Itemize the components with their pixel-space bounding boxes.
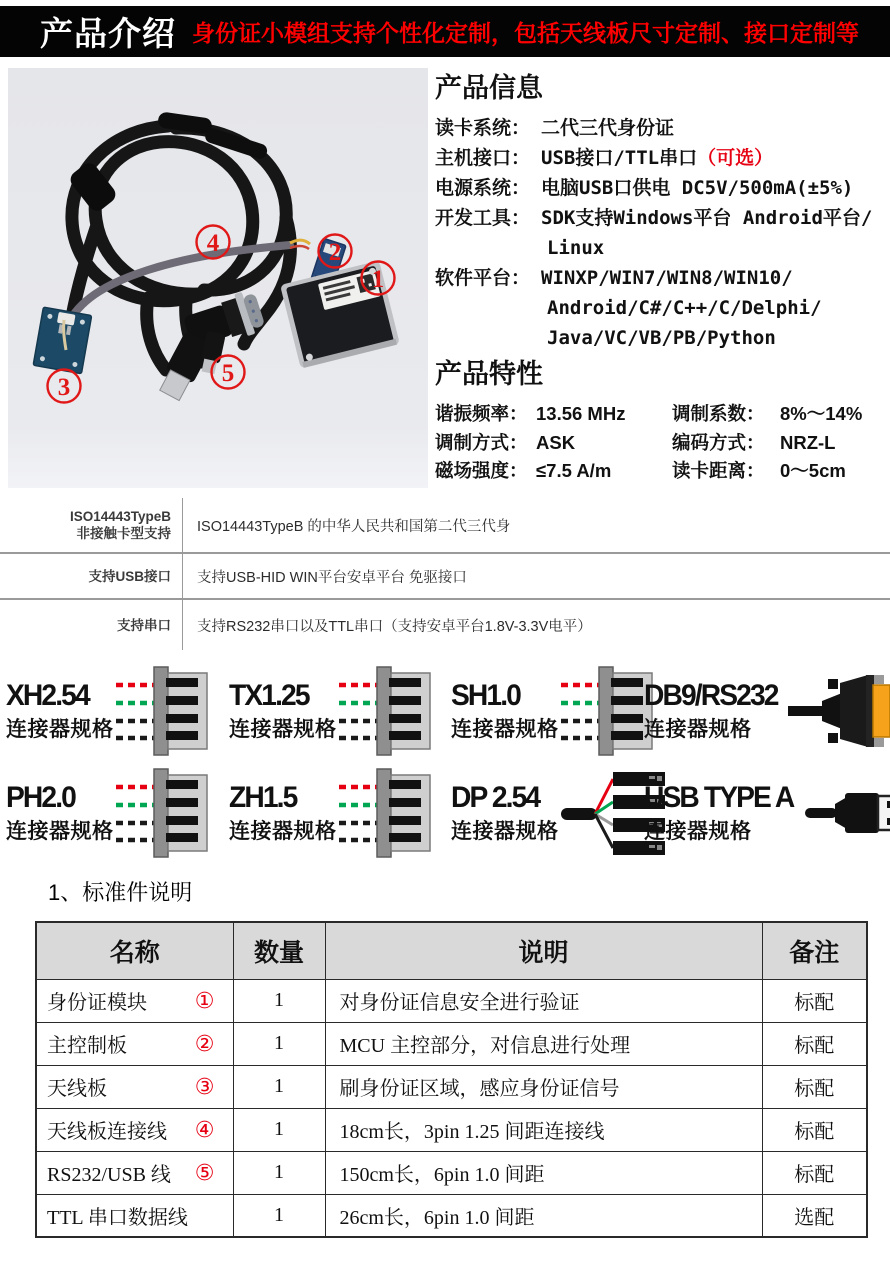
spec-desc: 支持USB-HID WIN平台安卓平台 免驱接口 — [197, 569, 467, 586]
spec-label-line1: 支持USB接口 — [88, 568, 171, 584]
info-value-highlight: （可选） — [697, 147, 774, 169]
connector-sub: 连接器规格 — [229, 820, 337, 843]
db9-connector-icon — [788, 661, 890, 761]
connector-name: SH1.0 — [451, 679, 520, 712]
part-name: 身份证模块 — [47, 992, 147, 1014]
connector-item-xh254 — [6, 660, 229, 762]
feature-value: ≤7.5 A/m — [536, 460, 612, 481]
part-desc: 150cm长，6pin 1.0 间距 — [325, 1151, 762, 1194]
connector-sub: 连接器规格 — [644, 718, 752, 741]
photo-marker-4: 4 — [206, 230, 220, 257]
connector-sub: 连接器规格 — [451, 820, 559, 843]
photo-marker-5: 5 — [221, 360, 235, 387]
connector-label — [644, 781, 803, 845]
connector-sub: 连接器规格 — [644, 820, 752, 843]
part-qty: 1 — [233, 1022, 325, 1065]
part-name: TTL 串口数据线 — [47, 1206, 188, 1229]
connector-sub: 连接器规格 — [6, 820, 114, 843]
spec-label — [0, 554, 183, 598]
product-photo — [8, 68, 428, 488]
feature-label: 磁场强度： — [435, 460, 528, 481]
feature-label: 读卡距离： — [672, 460, 765, 481]
parts-table-header-row — [36, 922, 867, 979]
photo-marker-1: 1 — [371, 266, 385, 293]
feature-value: NRZ-L — [780, 431, 836, 453]
feature-label: 编码方式： — [672, 431, 765, 453]
feature-label: 调制系数： — [672, 403, 765, 424]
spec-row — [0, 552, 890, 598]
connector-name: PH2.0 — [6, 781, 75, 814]
connector-name: USB TYPE A — [644, 781, 794, 814]
product-features-title: 产品特性 — [435, 359, 543, 389]
part-desc: 18cm长，3pin 1.25 间距连接线 — [325, 1108, 762, 1151]
part-desc: 对身份证信息安全进行验证 — [325, 979, 762, 1022]
part-note: 标配 — [762, 1151, 867, 1194]
info-row-software-platform — [435, 265, 890, 292]
part-qty: 1 — [233, 1151, 325, 1194]
table-row — [36, 1022, 867, 1065]
parts-section-heading: 1、标准件说明 — [48, 880, 193, 905]
part-name: 天线板 — [47, 1078, 107, 1100]
header-name: 名称 — [36, 922, 233, 979]
spec-label-line2: 非接触卡型支持 — [76, 526, 171, 541]
photo-marker-3: 3 — [57, 374, 71, 401]
usb-a-connector-icon — [805, 763, 890, 863]
part-note: 选配 — [762, 1194, 867, 1237]
info-label: 电源系统： — [435, 178, 531, 199]
connector-4pin-icon — [116, 661, 210, 761]
info-value: WINXP/WIN7/WIN8/WIN10/ — [541, 267, 793, 289]
feature-value: 8%～14% — [780, 403, 863, 424]
connector-label — [6, 679, 114, 743]
connector-name: XH2.54 — [6, 679, 89, 712]
info-value: 二代三代身份证 — [541, 117, 675, 139]
connector-label — [229, 781, 337, 845]
product-info-section — [435, 66, 890, 355]
part-name: RS232/USB 线 — [47, 1164, 171, 1186]
connector-name: DP 2.54 — [451, 781, 540, 814]
part-marker-number: ④ — [194, 1116, 215, 1142]
part-desc: 刷身份证区域，感应身份证信号 — [325, 1065, 762, 1108]
table-row — [36, 979, 867, 1022]
connector-sub: 连接器规格 — [6, 718, 114, 741]
connector-name: ZH1.5 — [229, 781, 297, 814]
connector-label — [644, 679, 786, 743]
part-desc: MCU 主控部分，对信息进行处理 — [325, 1022, 762, 1065]
table-row — [36, 1108, 867, 1151]
part-qty: 1 — [233, 1065, 325, 1108]
info-label: 开发工具： — [435, 208, 531, 229]
part-marker-number: ③ — [194, 1073, 215, 1099]
info-value: SDK支持Windows平台 Android平台/ — [541, 207, 873, 229]
part-desc: 26cm长，6pin 1.0 间距 — [325, 1194, 762, 1237]
info-label: 读卡系统： — [435, 118, 531, 139]
spec-label-line1: 支持串口 — [117, 617, 171, 633]
table-row — [36, 1194, 867, 1237]
connector-item-zh15 — [229, 762, 451, 864]
connector-name: DB9/RS232 — [644, 679, 778, 712]
connector-label — [451, 781, 559, 845]
part-marker-number: ① — [194, 987, 215, 1013]
connector-item-usb-a — [644, 762, 890, 864]
info-label: 主机接口： — [435, 148, 531, 169]
part-marker-number: ⑤ — [194, 1159, 215, 1185]
part-qty: 1 — [233, 979, 325, 1022]
features-row — [435, 429, 890, 458]
part-note: 标配 — [762, 979, 867, 1022]
header-desc: 说明 — [325, 922, 762, 979]
connector-row-2 — [6, 762, 890, 864]
photo-marker-2: 2 — [328, 239, 342, 266]
part-note: 标配 — [762, 1065, 867, 1108]
spec-row — [0, 498, 890, 552]
part-name: 主控制板 — [47, 1035, 127, 1057]
product-info-title: 产品信息 — [435, 73, 543, 103]
part-name: 天线板连接线 — [47, 1121, 167, 1143]
connector-sub: 连接器规格 — [229, 718, 337, 741]
part-qty: 1 — [233, 1108, 325, 1151]
page-title: 产品介绍 — [40, 15, 176, 52]
feature-label: 调制方式： — [435, 431, 528, 453]
connector-4pin-icon — [116, 763, 210, 863]
header-bar — [0, 6, 890, 57]
info-value-continuation: Linux — [547, 237, 605, 259]
features-row — [435, 400, 890, 429]
part-note: 标配 — [762, 1022, 867, 1065]
connector-label — [451, 679, 559, 743]
connector-item-dp254 — [451, 762, 644, 864]
connector-item-sh10 — [451, 660, 644, 762]
connector-4pin-icon — [561, 661, 655, 761]
connector-item-ph20 — [6, 762, 229, 864]
header-qty: 数量 — [233, 922, 325, 979]
connector-name: TX1.25 — [229, 679, 309, 712]
table-row — [36, 1151, 867, 1194]
connector-4pin-icon — [339, 763, 433, 863]
info-row-dev-tools — [435, 205, 890, 232]
feature-label: 谐振频率： — [435, 403, 528, 424]
connector-row-1 — [6, 660, 890, 762]
info-row-host-interface — [435, 145, 890, 172]
spec-label-line1: ISO14443TypeB — [69, 509, 171, 524]
info-value: 电脑USB口供电 DC5V/500mA(±5%) — [541, 177, 854, 199]
product-photo-illustration — [8, 68, 428, 488]
spec-label — [0, 600, 183, 650]
antenna-board — [33, 307, 92, 374]
info-row-card-system — [435, 115, 890, 142]
product-features-section — [435, 352, 890, 486]
part-note: 标配 — [762, 1108, 867, 1151]
spec-desc: 支持RS232串口以及TTL串口（支持安卓平台1.8V-3.3V电平） — [197, 618, 592, 635]
connector-label — [6, 781, 114, 845]
feature-value: 0～5cm — [780, 460, 846, 481]
parts-table — [35, 921, 868, 1238]
spec-desc: ISO14443TypeB 的中华人民共和国第二代三代身 — [197, 518, 511, 535]
info-label: 软件平台： — [435, 268, 531, 289]
table-row — [36, 1065, 867, 1108]
connector-4pin-icon — [339, 661, 433, 761]
info-value-continuation: Java/VC/VB/PB/Python — [547, 327, 776, 349]
info-value: USB接口/TTL串口 — [541, 147, 698, 169]
part-qty: 1 — [233, 1194, 325, 1237]
connector-item-db9 — [644, 660, 890, 762]
spec-label — [0, 498, 183, 552]
spec-row — [0, 598, 890, 650]
info-value-continuation: Android/C#/C++/C/Delphi/ — [547, 297, 822, 319]
features-row — [435, 457, 890, 486]
feature-value: ASK — [536, 431, 576, 453]
connector-item-tx125 — [229, 660, 451, 762]
info-row-power — [435, 175, 890, 202]
header-note: 备注 — [762, 922, 867, 979]
header-subtitle: 身份证小模组支持个性化定制，包括天线板尺寸定制、接口定制等 — [192, 20, 859, 46]
part-marker-number: ② — [194, 1030, 215, 1056]
feature-value: 13.56 MHz — [536, 403, 626, 424]
connector-sub: 连接器规格 — [451, 718, 559, 741]
spec-table — [0, 498, 890, 650]
connector-label — [229, 679, 337, 743]
